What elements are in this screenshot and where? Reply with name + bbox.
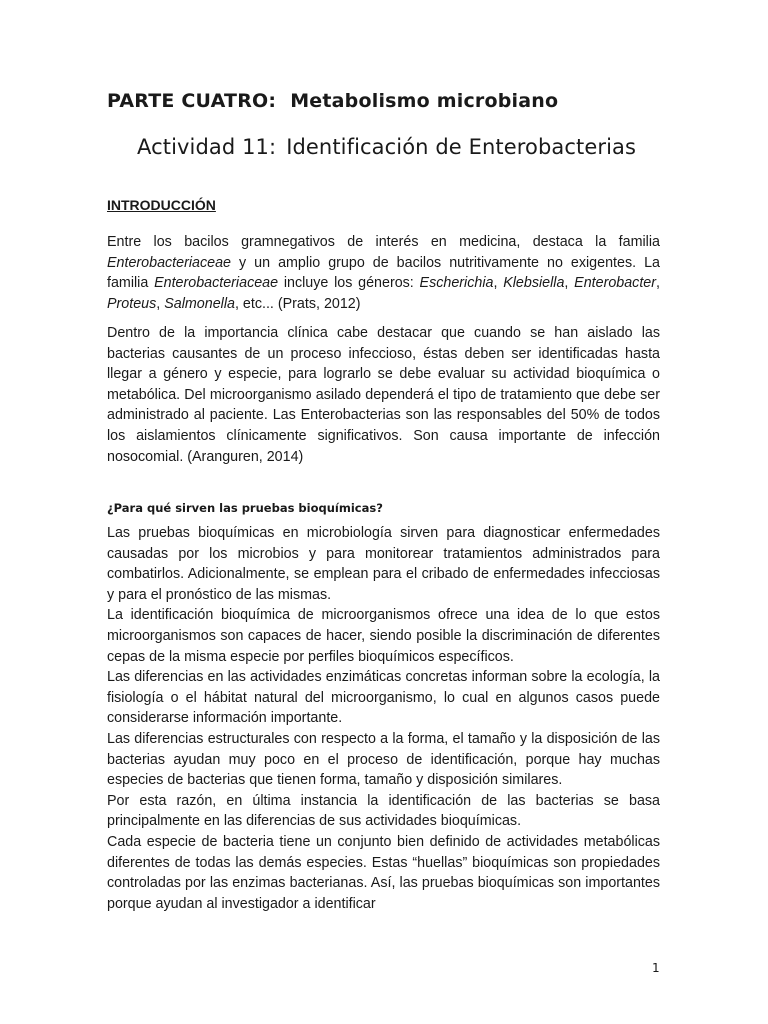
intro-text: incluye los géneros: [278,275,420,292]
genus-name: Proteus [107,295,157,312]
pruebas-paragraph: Las pruebas bioquímicas en microbiología sirven para diagnosticar enfermedades causadas por los microbios y para monitorear tratamientos administrados para combatirlos. Adicionalmente, se emplean para el cribado de enfermedades infecciosas y para el pronóstico de las mismas. [107,525,660,603]
family-name: Enterobacteriaceae [154,275,279,292]
activity-label: Actividad 11: [137,135,277,159]
pruebas-paragraph: Las diferencias en las actividades enzimáticas concretas informan sobre la ecología, la fisiología o el hábitat natural del microorganismo, lo cual en algunos casos puede considerarse información importante. [107,669,660,727]
pruebas-heading: ¿Para qué sirven las pruebas bioquímicas? [107,501,383,515]
pruebas-paragraph: La identificación bioquímica de microorganismos ofrece una idea de lo que estos microorganismos son capaces de hacer, siendo posible la discriminación de diferentes cepas de la misma especie por perfiles bioquímicos específicos. [107,607,660,665]
intro-text: , etc... (Prats, 2012) [234,295,361,312]
pruebas-paragraph: Cada especie de bacteria tiene un conjunto bien definido de actividades metabólicas diferentes de todas las demás especies. Estas “huellas” bioquímicas son propiedades controladas por las enzimas bacterianas. Así, las pruebas bioquímicas son importantes porque ayudan al investigador a identificar [107,833,660,912]
genus-name: Salmonella [164,295,235,312]
separator: , [656,275,660,292]
pruebas-body [107,523,660,914]
part-label: PARTE CUATRO: [107,90,277,112]
intro-heading: INTRODUCCIÓN [107,197,216,213]
genus-name: Klebsiella [503,275,565,292]
intro-paragraph-2: Dentro de la importancia clínica cabe destacar que cuando se han aislado las bacterias causantes de un proceso infeccioso, éstas deben ser identificadas hasta llegar a género y especie, para lograrlo se debe evaluar su actividad bioquímica o metabólica. Del microorganismo asilado dependerá el tipo de tratamiento que debe ser administrado al paciente. Las Enterobacterias son las responsables del 50% de todos los aislamientos clínicamente significativos. Son causa importante de infección nosocomial. (Aranguren, 2014) [107,325,660,465]
activity-name: Identificación de Enterobacterias [286,135,637,159]
family-name: Enterobacteriaceae [107,254,231,271]
activity-title [137,135,636,159]
separator: , [564,275,575,292]
page-number: 1 [652,961,660,975]
part-title [107,90,558,112]
genus-name: Escherichia [419,275,494,292]
pruebas-paragraph: Por esta razón, en última instancia la identificación de las bacterias se basa principalmente en las diferencias de sus actividades bioquímicas. [107,792,660,830]
separator: , [493,275,504,292]
intro-paragraph-1 [107,232,660,314]
part-name: Metabolismo microbiano [290,90,559,112]
intro-text: y un amplio grupo de bacilos nutritivamente no exigentes. La familia [107,254,660,292]
genus-name: Enterobacter [574,275,657,292]
pruebas-paragraph: Las diferencias estructurales con respecto a la forma, el tamaño y la disposición de las bacterias ayudan muy poco en el proceso de identificación, porque hay muchas especies de bacterias que tienen forma, tamaño y disposición similares. [107,730,660,789]
intro-text: Entre los bacilos gramnegativos de interés en medicina, destaca la familia [107,234,660,250]
separator: , [156,295,165,312]
